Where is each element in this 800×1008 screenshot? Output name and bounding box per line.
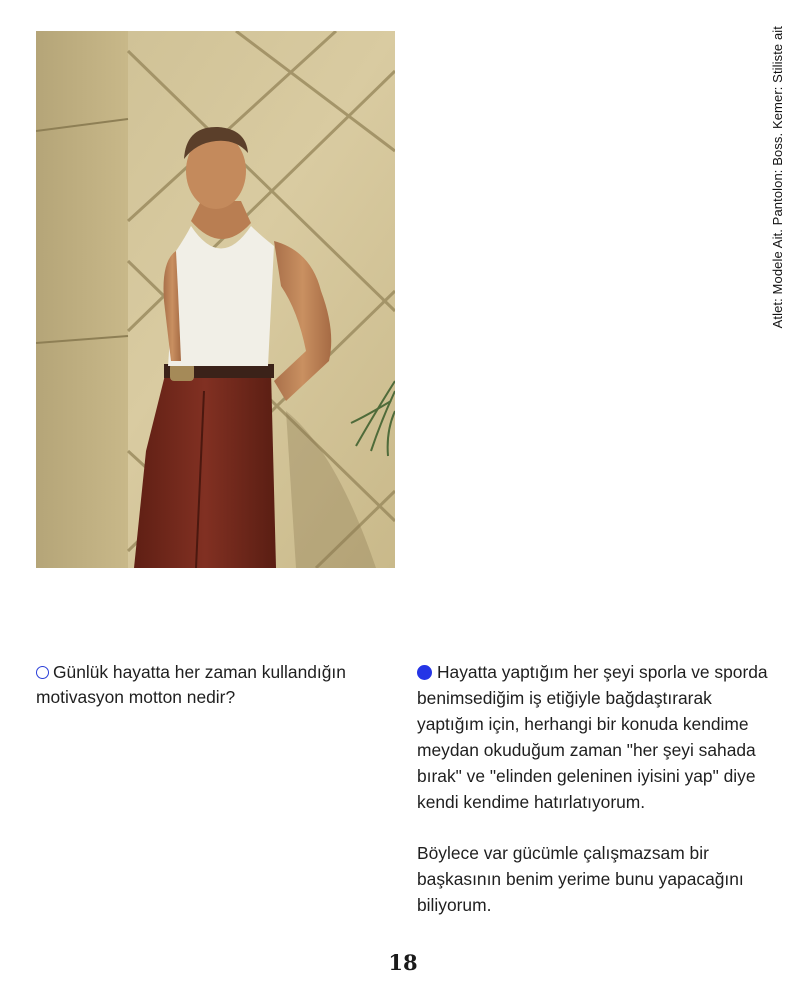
interview-question <box>36 660 396 710</box>
answer-paragraph-2: Böylece var gücümle çalışmazsam bir başkasının benim yerime bunu yapacağını biliyorum. <box>417 843 744 916</box>
answer-dot-icon <box>417 665 432 680</box>
photo-credit: Atlet: Modele Ait. Pantolon: Boss. Kemer: Stiliste ait <box>770 26 785 329</box>
photo-illustration <box>36 31 395 568</box>
page-number: 18 <box>388 950 418 975</box>
answer-paragraph-1 <box>417 660 773 815</box>
question-text: Günlük hayatta her zaman kullandığın motivasyon motton nedir? <box>36 662 346 707</box>
question-circle-icon <box>36 666 49 679</box>
answer-paragraph-1-text: Hayatta yaptığım her şeyi sporla ve sporda benimsediğim iş etiğiyle bağdaştırarak yaptığım için, herhangi bir konuda kendime meydan okuduğum zaman "her şeyi sahada bırak" ve "elinden geleninen iyisini yap" diye kendi kendime hatırlatıyorum. <box>417 662 768 812</box>
interview-answer <box>417 660 773 919</box>
fashion-photo <box>36 31 395 568</box>
